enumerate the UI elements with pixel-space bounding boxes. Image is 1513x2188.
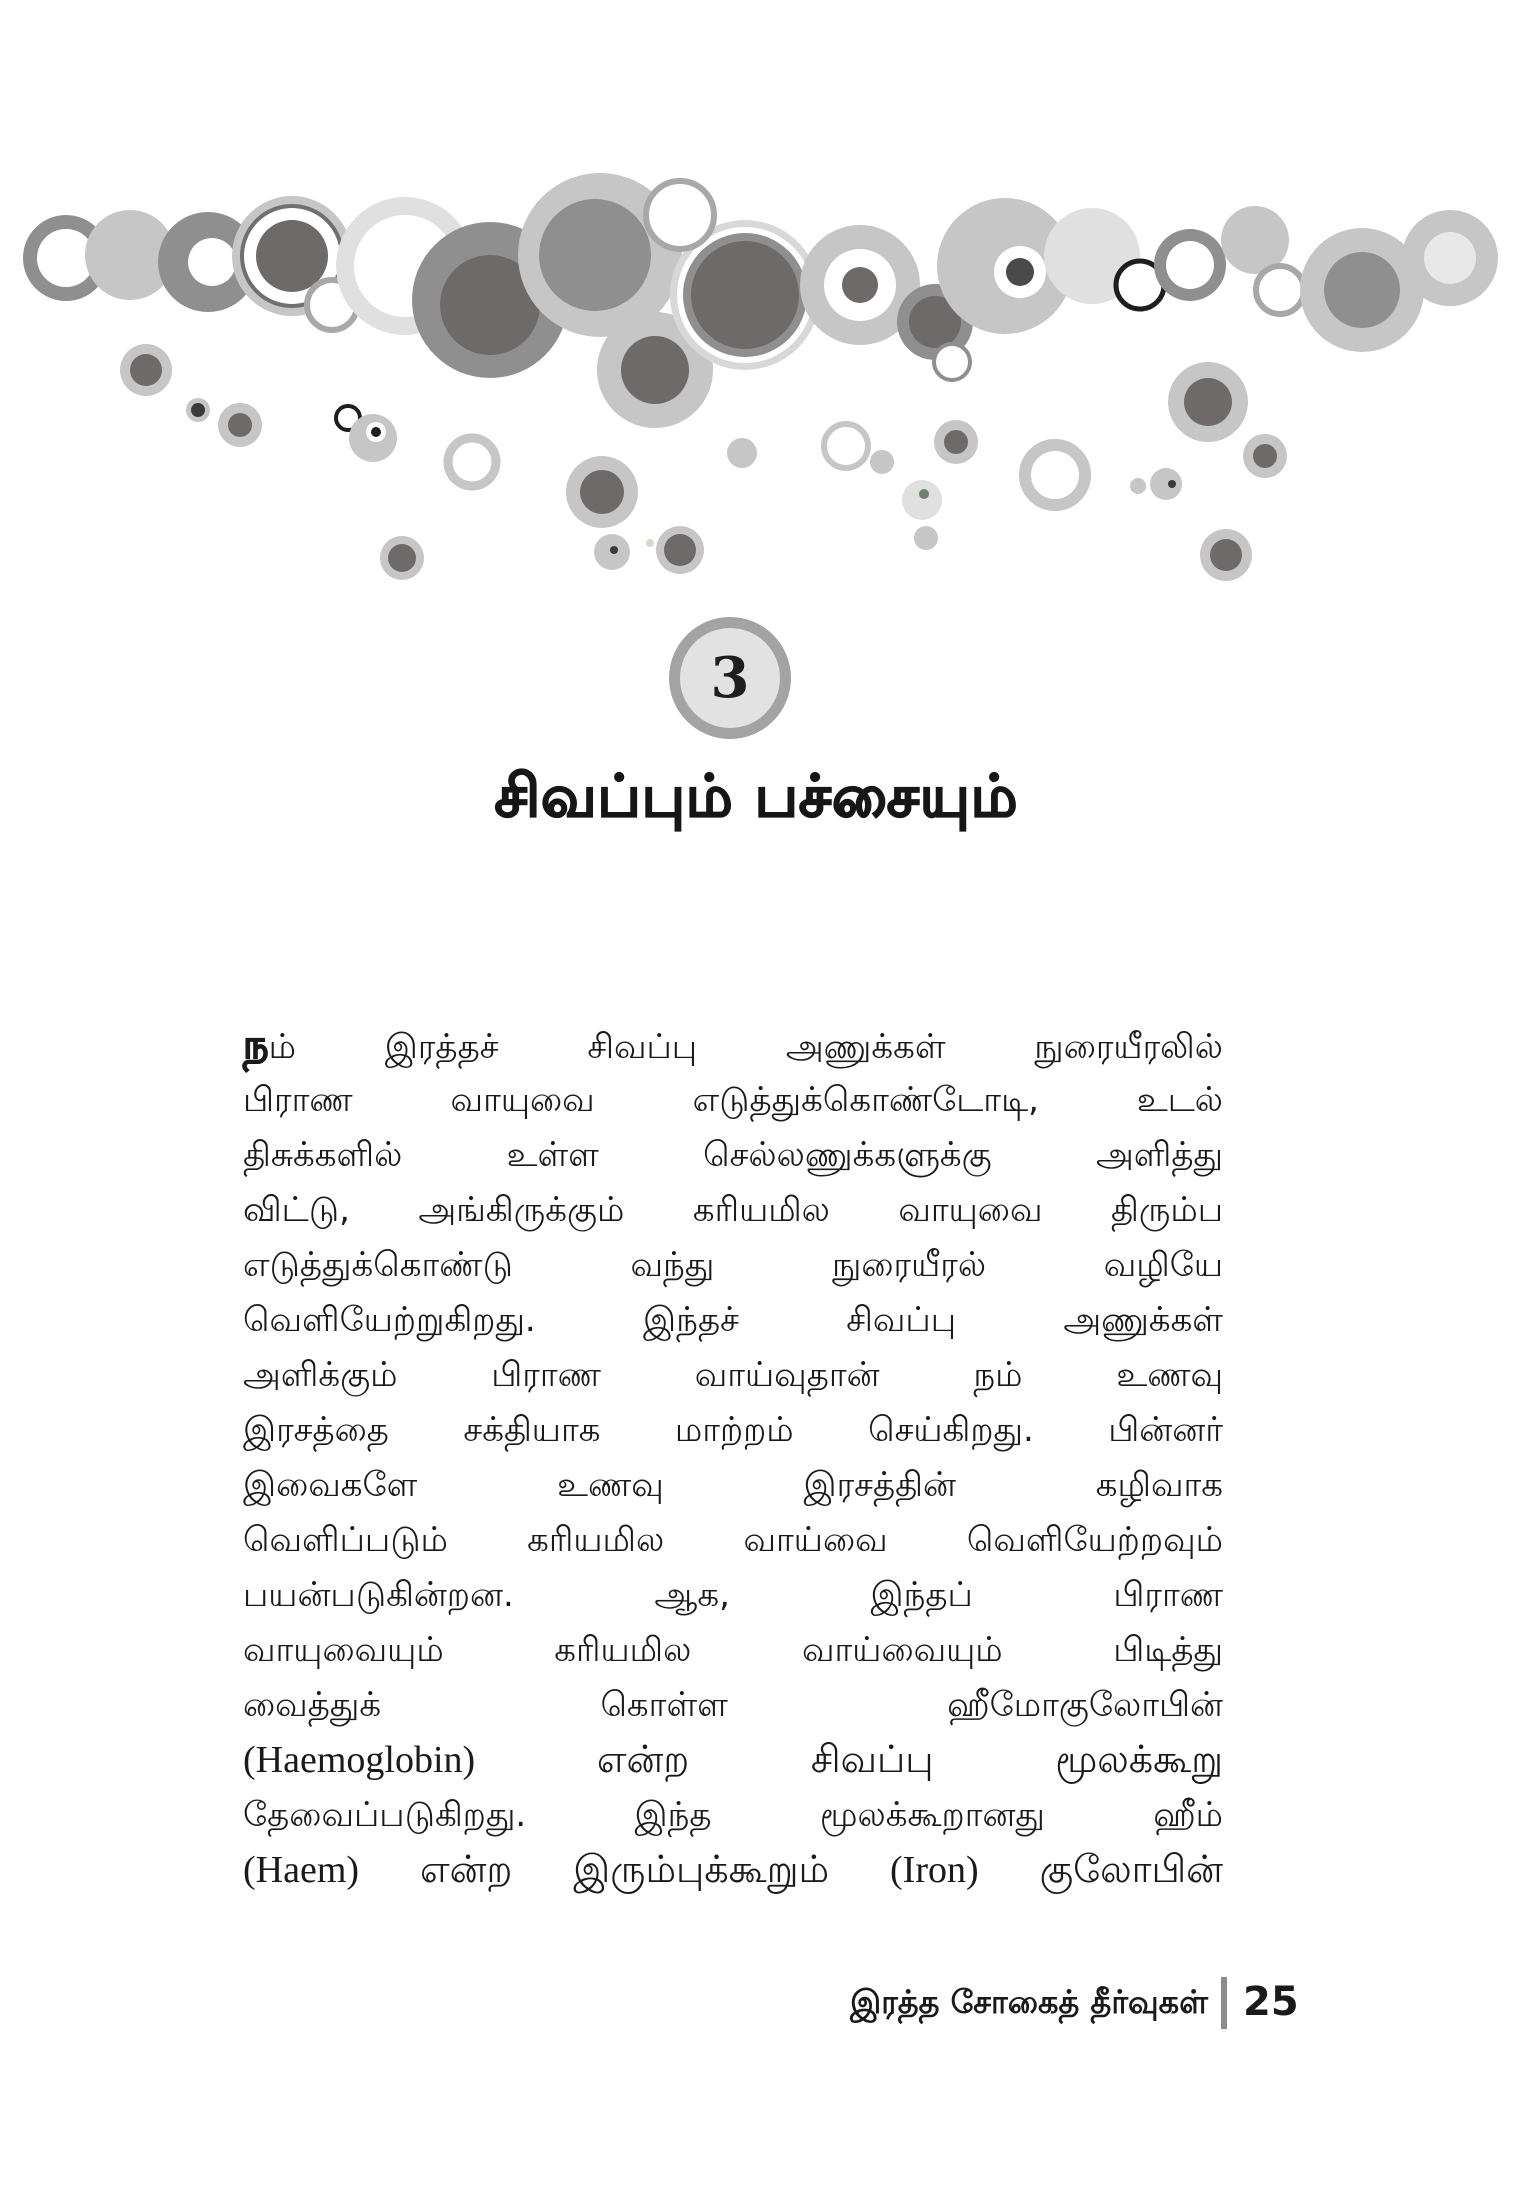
chapter-number: 3 [680,628,780,728]
decor-circle [914,526,938,550]
decor-circle [934,344,970,380]
decor-circle [1006,258,1034,286]
text-line: வாயுவையும் கரியமில வாய்வையும் பிடித்து [243,1630,1223,1670]
decor-circle [1210,539,1242,571]
decor-circle [130,354,162,386]
text-line: தேவைப்படுகிறது. இந்த மூலக்கூறானது ஹீம் [243,1795,1223,1835]
text-line: இரசத்தை சக்தியாக மாற்றம் செய்கிறது. பின்னர் [243,1410,1223,1450]
text-line: திசுக்களில் உள்ள செல்லணுக்களுக்கு அளித்து [243,1135,1223,1175]
decor-circle [1253,444,1277,468]
decor-circle [1256,266,1304,314]
decor-circle [646,539,654,547]
decor-circle [228,413,252,437]
decor-circle [646,181,714,249]
text-line: (Haem) என்ற இரும்புக்கூறும் (Iron) குலோபின் [243,1849,1223,1891]
decor-circle [1324,252,1400,328]
decor-circle [371,427,381,437]
decor-circle [621,336,689,404]
decor-circle [824,424,868,468]
drop-cap: ந [243,1022,269,1068]
page-footer [0,1977,1513,2037]
text-line: எடுத்துக்கொண்டு வந்து நுரையீரல் வழியே [243,1245,1223,1285]
decor-circle [1424,232,1476,284]
chapter-title: சிவப்பும் பச்சையும் [494,762,1019,830]
text-line: பயன்படுகின்றன. ஆக, இந்தப் பிராண [243,1575,1223,1615]
decor-circle [188,238,236,286]
decor-circle [1184,378,1232,426]
text-line: வைத்துக் கொள்ள ஹீமோகுலோபின் [243,1685,1223,1725]
decor-circle [691,241,799,349]
decor-circle [388,544,416,572]
text-line: பிராண வாயுவை எடுத்துக்கொண்டோடி, உடல் [243,1080,1223,1120]
decor-circle [580,470,624,514]
text-line: (Haemoglobin) என்ற சிவப்பு மூலக்கூறு [243,1739,1223,1781]
decorative-circles-banner [0,0,1513,620]
text-line: விட்டு, அங்கிருக்கும் கரியமில வாயுவை திரும்ப [243,1190,1223,1230]
text-line: இவைகளே உணவு இரசத்தின் கழிவாக [243,1465,1223,1505]
running-footer-title: இரத்த சோகைத் தீர்வுகள் [850,1983,1208,2021]
decor-circle [1025,445,1085,505]
text-line [243,1018,1223,1073]
page-number: 25 [1243,1979,1299,2025]
chapter-number-badge [669,617,791,739]
decor-circle [256,220,328,292]
decor-circle [1130,478,1146,494]
text-line: வெளியேற்றுகிறது. இந்தச் சிவப்பு அணுக்கள் [243,1300,1223,1340]
decor-circle [664,534,696,566]
decor-circle [902,480,942,520]
text-line: வெளிப்படும் கரியமில வாய்வை வெளியேற்றவும் [243,1520,1223,1560]
decor-circle [610,546,618,554]
text-line: அளிக்கும் பிராண வாய்வுதான் நம் உணவு [243,1355,1223,1395]
body-paragraph [243,1018,1223,1898]
text-line-content: ம் இரத்தச் சிவப்பு அணுக்கள் நுரையீரலில் [268,1027,1223,1067]
footer-divider [1221,1977,1227,2029]
decor-circle [1168,480,1176,488]
decor-circle [842,267,878,303]
decor-circle [448,438,496,486]
decor-circle [1166,241,1214,289]
decor-circle [727,438,757,468]
decor-circle [1150,468,1182,500]
decor-circle [944,430,968,454]
decor-circle [539,199,651,311]
decor-circle [870,450,894,474]
decor-circle [191,403,205,417]
decor-circle [919,489,929,499]
